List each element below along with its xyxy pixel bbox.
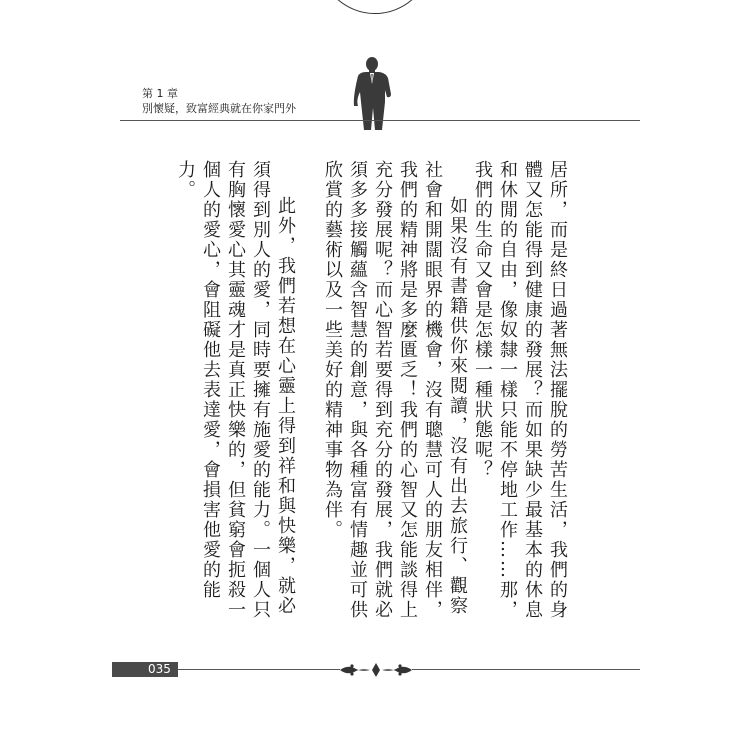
paragraph-3: 此外，我們若想在心靈上得到祥和與快樂，就必須得到別人的愛，同時要擁有施愛的能力。一個人只有胸懷愛心其靈魂才是真正快樂的，但貧窮會扼殺一個人的愛心，會阻礙他去表達愛，會損害他愛的能力。 — [175, 160, 296, 620]
businessman-silhouette-icon — [352, 56, 398, 130]
flourish-ornament-icon — [338, 660, 414, 680]
body-text — [175, 160, 570, 630]
footer-rule-left — [178, 669, 340, 670]
paragraph-2: 如果沒有書籍供你來閱讀，沒有出去旅行、觀察社會和開闊眼界的機會，沒有聰慧可人的朋友相伴，我們的精神將是多麼匱乏！我們的心智又怎能談得上充分發展呢？而心智若要得到充分的發展，我們就必須多多接觸蘊含智慧的創意，與各種富有情趣並可供欣賞的藝術以及一些美好的精神事物為伴。 — [322, 160, 468, 620]
chapter-number: 第 1 章 — [142, 87, 178, 100]
chapter-title: 別懷疑，致富經典就在你家門外 — [142, 102, 296, 115]
footer-rule-right — [412, 669, 640, 670]
decorative-arc — [318, 0, 432, 14]
paragraph-1: 居所，而是終日過著無法擺脫的勞苦生活，我們的身體又怎能得到健康的發展？而如果缺少最基本的休息和休閒的自由，像奴隸一樣只能不停地工作……那，我們的生命又會是怎樣一種狀態呢？ — [472, 160, 568, 620]
running-header — [142, 86, 296, 116]
header-rule — [120, 120, 640, 121]
page-number: 035 — [112, 662, 178, 677]
